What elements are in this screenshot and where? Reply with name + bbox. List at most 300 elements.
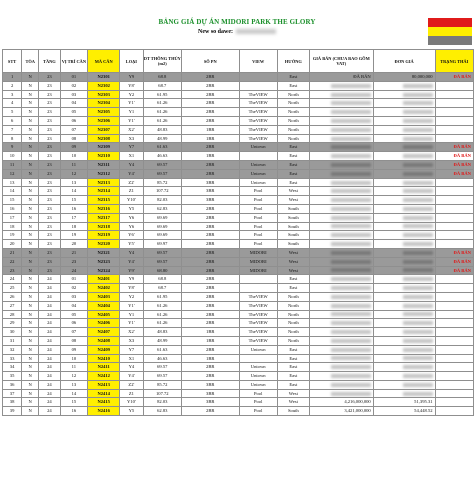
col-tang-cell: 24 [39, 407, 60, 416]
col-ma-can-cell: N2323 [88, 257, 120, 266]
col-gia-ban-cell [309, 116, 373, 125]
col-toa-cell: N [22, 152, 39, 161]
col-ma-can-cell: N2306 [88, 116, 120, 125]
col-tang-header: TẦNG [39, 50, 60, 73]
col-vi-tri-cell: 11 [60, 160, 88, 169]
col-toa-cell: N [22, 73, 39, 82]
col-trang-thai-header: TRẠNG THÁI [435, 50, 473, 73]
redacted-value [331, 330, 371, 334]
col-don-gia-cell: 54,448.52 [373, 407, 435, 416]
col-vi-tri-cell: 12 [60, 169, 88, 178]
subtitle-text: New so dawe: [198, 29, 233, 35]
col-so-pn-cell: 3BR [181, 196, 239, 205]
table-row[interactable] [3, 81, 474, 90]
redacted-value [403, 321, 433, 325]
col-dien-tich-cell: 69.57 [143, 169, 181, 178]
col-huong-cell: West [277, 257, 309, 266]
col-stt-cell: 12 [3, 169, 22, 178]
col-stt-cell: 18 [3, 222, 22, 231]
table-row[interactable] [3, 196, 474, 205]
redacted-value [331, 84, 371, 88]
col-toa-cell: N [22, 178, 39, 187]
col-ma-can-cell: N2409 [88, 345, 120, 354]
col-don-gia-cell [373, 90, 435, 99]
col-view-cell: Untown [239, 178, 277, 187]
redacted-date [236, 29, 276, 34]
col-huong-header: HƯỚNG [277, 50, 309, 73]
col-dien-tich-cell: 69.57 [143, 160, 181, 169]
col-toa-cell: N [22, 345, 39, 354]
price-table [2, 49, 474, 416]
col-trang-thai-cell: ĐÃ BÁN [435, 160, 473, 169]
redacted-value [331, 137, 371, 141]
col-stt-cell: 3 [3, 90, 22, 99]
col-stt-cell: 19 [3, 231, 22, 240]
table-row[interactable] [3, 178, 474, 187]
col-so-pn-cell: 2BR [181, 116, 239, 125]
col-huong-cell: East [277, 284, 309, 293]
col-tang-cell: 23 [39, 187, 60, 196]
redacted-value [403, 304, 433, 308]
table-row[interactable] [3, 398, 474, 407]
col-tang-cell: 24 [39, 328, 60, 337]
redacted-value [403, 295, 433, 299]
table-row[interactable] [3, 310, 474, 319]
col-view-header: VIEW [239, 50, 277, 73]
table-row[interactable] [3, 125, 474, 134]
col-stt-cell: 35 [3, 372, 22, 381]
col-ma-can-cell: N2407 [88, 328, 120, 337]
table-row[interactable] [3, 213, 474, 222]
col-tang-cell: 24 [39, 354, 60, 363]
redacted-value [331, 356, 371, 360]
col-gia-ban-cell [309, 345, 373, 354]
col-toa-cell: N [22, 292, 39, 301]
col-loai-cell: Y1' [120, 319, 143, 328]
redacted-value [403, 163, 433, 167]
redacted-value [403, 207, 433, 211]
col-gia-ban-cell [309, 336, 373, 345]
col-ma-can-cell: N2305 [88, 108, 120, 117]
col-toa-cell: N [22, 116, 39, 125]
col-ma-can-cell: N2319 [88, 231, 120, 240]
table-row[interactable] [3, 73, 474, 82]
col-toa-cell: N [22, 389, 39, 398]
col-ma-can-cell: N2410 [88, 354, 120, 363]
col-gia-ban-cell [309, 284, 373, 293]
col-stt-cell: 33 [3, 354, 22, 363]
col-ma-can-cell: N2301 [88, 73, 120, 82]
table-row[interactable] [3, 389, 474, 398]
col-gia-ban-cell [309, 257, 373, 266]
table-row[interactable] [3, 222, 474, 231]
col-trang-thai-cell [435, 363, 473, 372]
col-so-pn-header: SỐ PN [181, 50, 239, 73]
col-tang-cell: 24 [39, 380, 60, 389]
table-row[interactable] [3, 152, 474, 161]
col-view-cell: MIDORI [239, 257, 277, 266]
redacted-value [403, 233, 433, 237]
col-loai-cell: Y9' [120, 266, 143, 275]
col-dien-tich-cell: 61.26 [143, 319, 181, 328]
col-tang-cell: 24 [39, 372, 60, 381]
table-row[interactable] [3, 108, 474, 117]
col-vi-tri-cell: 20 [60, 240, 88, 249]
col-gia-ban-cell [309, 248, 373, 257]
table-row[interactable] [3, 292, 474, 301]
col-vi-tri-cell: 23 [60, 257, 88, 266]
col-toa-cell: N [22, 363, 39, 372]
col-ma-can-cell: N2411 [88, 363, 120, 372]
col-don-gia-cell [373, 81, 435, 90]
col-stt-cell: 23 [3, 266, 22, 275]
col-gia-ban-cell [309, 125, 373, 134]
col-don-gia-cell [373, 204, 435, 213]
col-so-pn-cell: 3BR [181, 187, 239, 196]
col-so-pn-cell: 2BR [181, 407, 239, 416]
col-dien-tich-cell: 46.63 [143, 354, 181, 363]
redacted-value [331, 365, 371, 369]
table-row[interactable] [3, 354, 474, 363]
table-row[interactable] [3, 248, 474, 257]
col-don-gia-cell [373, 125, 435, 134]
col-loai-cell: Y4' [120, 169, 143, 178]
col-gia-ban-cell [309, 266, 373, 275]
col-don-gia-cell [373, 178, 435, 187]
col-trang-thai-cell [435, 319, 473, 328]
col-tang-cell: 23 [39, 240, 60, 249]
col-view-cell: Pool [239, 231, 277, 240]
col-dien-tich-cell: 61.26 [143, 301, 181, 310]
col-vi-tri-cell: 15 [60, 196, 88, 205]
col-so-pn-cell: 2BR [181, 248, 239, 257]
col-huong-cell: East [277, 345, 309, 354]
redacted-value [331, 181, 371, 185]
col-vi-tri-cell: 04 [60, 99, 88, 108]
col-toa-cell: N [22, 301, 39, 310]
col-ma-can-cell: N2304 [88, 99, 120, 108]
col-vi-tri-cell: 08 [60, 336, 88, 345]
table-row[interactable] [3, 231, 474, 240]
redacted-value [403, 339, 433, 343]
col-dien-tich-cell: 85.72 [143, 178, 181, 187]
redacted-value [331, 145, 371, 149]
col-trang-thai-cell [435, 372, 473, 381]
col-don-gia-cell [373, 319, 435, 328]
col-toa-cell: N [22, 160, 39, 169]
col-toa-cell: N [22, 284, 39, 293]
redacted-value [403, 312, 433, 316]
col-trang-thai-cell [435, 354, 473, 363]
table-row[interactable] [3, 319, 474, 328]
col-view-cell [239, 152, 277, 161]
col-stt-cell: 32 [3, 345, 22, 354]
col-view-cell: TheVIEW [239, 108, 277, 117]
col-dien-tich-cell: 69.69 [143, 222, 181, 231]
col-don-gia-header: ĐƠN GIÁ [373, 50, 435, 73]
col-stt-cell: 6 [3, 116, 22, 125]
col-gia-ban-header: GIÁ BÁN (CHƯA BAO GỒM VAT) [309, 50, 373, 73]
table-body [3, 73, 474, 416]
table-row[interactable] [3, 345, 474, 354]
legend-flag-red [428, 18, 472, 27]
col-view-cell: TheVIEW [239, 310, 277, 319]
col-ma-can-cell: N2406 [88, 319, 120, 328]
table-row[interactable] [3, 160, 474, 169]
col-stt-cell: 22 [3, 257, 22, 266]
col-dien-tich-cell: 61.26 [143, 99, 181, 108]
redacted-value [331, 128, 371, 132]
col-gia-ban-cell [309, 363, 373, 372]
col-view-cell: Untown [239, 363, 277, 372]
col-toa-cell: N [22, 380, 39, 389]
col-view-cell: MIDORI [239, 266, 277, 275]
col-stt-cell: 8 [3, 134, 22, 143]
col-don-gia-cell [373, 231, 435, 240]
col-vi-tri-cell: 15 [60, 398, 88, 407]
col-so-pn-cell: 2BR [181, 275, 239, 284]
col-don-gia-cell [373, 99, 435, 108]
col-tang-cell: 24 [39, 336, 60, 345]
table-row[interactable] [3, 328, 474, 337]
col-stt-cell: 14 [3, 187, 22, 196]
col-huong-cell: West [277, 389, 309, 398]
redacted-value [331, 233, 371, 237]
table-row[interactable] [3, 380, 474, 389]
col-vi-tri-cell: 13 [60, 178, 88, 187]
table-row[interactable] [3, 336, 474, 345]
col-don-gia-cell [373, 328, 435, 337]
col-don-gia-cell [373, 152, 435, 161]
col-toa-cell: N [22, 169, 39, 178]
table-row[interactable] [3, 134, 474, 143]
col-dien-tich-cell: 107.72 [143, 187, 181, 196]
col-vi-tri-cell: 24 [60, 266, 88, 275]
col-loai-cell: Y7 [120, 345, 143, 354]
col-so-pn-cell: 2BR [181, 143, 239, 152]
col-gia-ban-cell: 4,216,000,000 [309, 398, 373, 407]
redacted-value [331, 189, 371, 193]
col-view-cell: Untown [239, 160, 277, 169]
col-so-pn-cell: 3BR [181, 380, 239, 389]
redacted-value [403, 348, 433, 352]
col-trang-thai-cell [435, 407, 473, 416]
col-loai-header: LOẠI [120, 50, 143, 73]
col-loai-cell: Y6' [120, 231, 143, 240]
col-gia-ban-cell [309, 240, 373, 249]
col-stt-cell: 20 [3, 240, 22, 249]
table-row[interactable] [3, 284, 474, 293]
col-stt-cell: 21 [3, 248, 22, 257]
col-stt-cell: 27 [3, 301, 22, 310]
col-trang-thai-cell: ĐÃ BÁN [435, 152, 473, 161]
col-tang-cell: 23 [39, 125, 60, 134]
col-vi-tri-cell: 14 [60, 389, 88, 398]
table-row[interactable] [3, 187, 474, 196]
redacted-value [403, 242, 433, 246]
col-dien-tich-cell: 48.83 [143, 125, 181, 134]
col-huong-cell: East [277, 73, 309, 82]
table-row[interactable] [3, 116, 474, 125]
col-view-cell: Untown [239, 169, 277, 178]
col-toa-cell: N [22, 81, 39, 90]
col-ma-can-cell: N2312 [88, 169, 120, 178]
col-ma-can-cell: N2318 [88, 222, 120, 231]
col-huong-cell: North [277, 134, 309, 143]
col-stt-cell: 15 [3, 196, 22, 205]
col-vi-tri-cell: 17 [60, 213, 88, 222]
col-gia-ban-cell [309, 222, 373, 231]
redacted-value [403, 365, 433, 369]
col-loai-cell: Y5' [120, 240, 143, 249]
col-don-gia-cell [373, 363, 435, 372]
col-stt-cell: 13 [3, 178, 22, 187]
col-trang-thai-cell [435, 125, 473, 134]
col-dien-tich-cell: 82.03 [143, 196, 181, 205]
col-don-gia-cell [373, 284, 435, 293]
redacted-value [403, 154, 433, 158]
table-row[interactable] [3, 275, 474, 284]
col-stt-cell: 34 [3, 363, 22, 372]
col-toa-cell: N [22, 204, 39, 213]
col-loai-cell: X1 [120, 354, 143, 363]
col-don-gia-cell [373, 292, 435, 301]
col-loai-cell: Y4 [120, 363, 143, 372]
col-ma-can-cell: N2321 [88, 248, 120, 257]
col-ma-can-cell: N2415 [88, 398, 120, 407]
table-row[interactable] [3, 240, 474, 249]
col-trang-thai-cell [435, 240, 473, 249]
table-row[interactable] [3, 204, 474, 213]
col-tang-cell: 23 [39, 222, 60, 231]
col-ma-can-cell: N2403 [88, 292, 120, 301]
table-row[interactable] [3, 169, 474, 178]
col-trang-thai-cell [435, 90, 473, 99]
table-row[interactable] [3, 90, 474, 99]
col-ma-can-cell: N2408 [88, 336, 120, 345]
col-view-cell: Pool [239, 213, 277, 222]
col-ma-can-cell: N2307 [88, 125, 120, 134]
col-so-pn-cell: 2BR [181, 160, 239, 169]
col-trang-thai-cell: ĐÃ BÁN [435, 169, 473, 178]
col-trang-thai-cell [435, 301, 473, 310]
col-loai-cell: Y2 [120, 90, 143, 99]
col-view-cell: TheVIEW [239, 319, 277, 328]
col-huong-cell: North [277, 125, 309, 134]
col-dien-tich-cell: 62.83 [143, 407, 181, 416]
col-trang-thai-cell [435, 284, 473, 293]
col-huong-cell: West [277, 196, 309, 205]
redacted-value [331, 286, 371, 290]
col-stt-cell: 38 [3, 398, 22, 407]
table-row[interactable] [3, 372, 474, 381]
redacted-value [331, 268, 371, 272]
col-gia-ban-cell [309, 134, 373, 143]
table-row[interactable] [3, 143, 474, 152]
col-don-gia-cell [373, 169, 435, 178]
col-dien-tich-cell: 61.63 [143, 345, 181, 354]
col-stt-cell: 29 [3, 319, 22, 328]
table-row[interactable] [3, 257, 474, 266]
redacted-value [403, 251, 433, 255]
col-vi-tri-cell: 09 [60, 345, 88, 354]
col-huong-cell: East [277, 152, 309, 161]
col-trang-thai-cell [435, 310, 473, 319]
col-dien-tich-cell: 61.26 [143, 310, 181, 319]
redacted-value [331, 321, 371, 325]
col-huong-cell: North [277, 301, 309, 310]
col-dien-tich-cell: 61.26 [143, 116, 181, 125]
col-gia-ban-cell [309, 372, 373, 381]
col-huong-cell: East [277, 143, 309, 152]
col-gia-ban-cell [309, 90, 373, 99]
col-toa-cell: N [22, 248, 39, 257]
col-so-pn-cell: 2BR [181, 310, 239, 319]
col-stt-cell: 37 [3, 389, 22, 398]
table-row[interactable] [3, 363, 474, 372]
col-loai-cell: X3 [120, 134, 143, 143]
col-loai-cell: Y7 [120, 143, 143, 152]
col-dien-tich-cell: 85.72 [143, 380, 181, 389]
col-loai-cell: Y4' [120, 257, 143, 266]
col-huong-cell: South [277, 240, 309, 249]
col-don-gia-cell [373, 336, 435, 345]
col-vi-tri-cell: 18 [60, 222, 88, 231]
col-so-pn-cell: 1BR [181, 134, 239, 143]
redacted-value [331, 163, 371, 167]
col-stt-cell: 16 [3, 204, 22, 213]
col-toa-cell: N [22, 196, 39, 205]
col-don-gia-cell [373, 354, 435, 363]
redacted-value [403, 198, 433, 202]
col-view-cell: Pool [239, 196, 277, 205]
col-ma-can-cell: N2405 [88, 310, 120, 319]
table-row[interactable] [3, 99, 474, 108]
col-loai-cell: Y1 [120, 108, 143, 117]
table-row[interactable] [3, 407, 474, 416]
col-tang-cell: 23 [39, 143, 60, 152]
col-trang-thai-cell [435, 81, 473, 90]
col-vi-tri-cell: 02 [60, 284, 88, 293]
col-trang-thai-cell [435, 336, 473, 345]
col-ma-can-cell: N2413 [88, 380, 120, 389]
col-loai-cell: Y9 [120, 73, 143, 82]
col-ma-can-cell: N2309 [88, 143, 120, 152]
col-loai-cell: Y8' [120, 284, 143, 293]
redacted-value [403, 189, 433, 193]
table-row[interactable] [3, 301, 474, 310]
redacted-value [403, 286, 433, 290]
col-trang-thai-cell [435, 380, 473, 389]
col-dien-tich-header: DT THÔNG THỦY (m2) [143, 50, 181, 73]
col-stt-cell: 36 [3, 380, 22, 389]
col-gia-ban-cell [309, 380, 373, 389]
col-don-gia-cell [373, 310, 435, 319]
col-dien-tich-cell: 46.63 [143, 152, 181, 161]
col-tang-cell: 24 [39, 292, 60, 301]
col-vi-tri-cell: 05 [60, 108, 88, 117]
col-so-pn-cell: 2BR [181, 240, 239, 249]
col-stt-cell: 4 [3, 99, 22, 108]
col-vi-tri-cell: 10 [60, 354, 88, 363]
col-ma-can-cell: N2414 [88, 389, 120, 398]
col-don-gia-cell [373, 160, 435, 169]
col-view-cell: TheVIEW [239, 336, 277, 345]
col-vi-tri-cell: 19 [60, 231, 88, 240]
col-toa-cell: N [22, 328, 39, 337]
col-so-pn-cell: 3BR [181, 178, 239, 187]
table-row[interactable] [3, 266, 474, 275]
